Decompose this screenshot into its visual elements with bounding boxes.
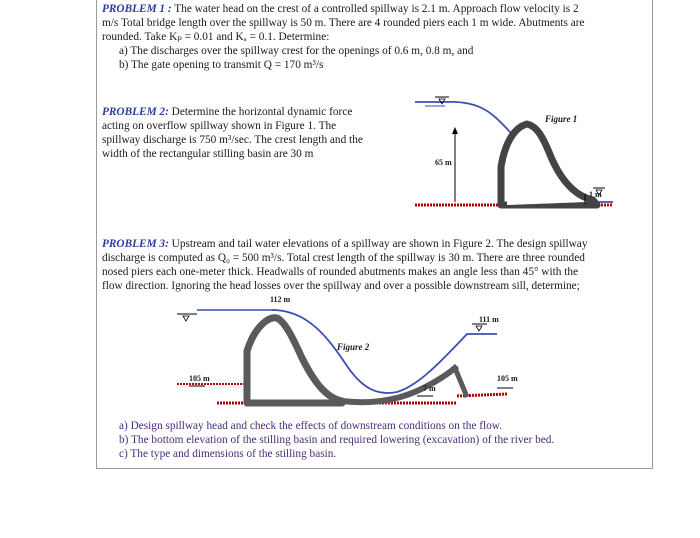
problem2-line-4: width of the rectangular stilling basin are 30 m [102, 148, 314, 160]
figure-2-upstream-label: 112 m [270, 295, 291, 304]
figure-1-label: Figure 1 [545, 114, 578, 124]
problem1-title: PROBLEM 1 : [102, 3, 172, 15]
problem-sheet [96, 0, 653, 469]
figure-2-tail-label: 111 m [479, 315, 499, 324]
figure-1-tail-label: 1 m [589, 190, 602, 199]
problem2-text-1: Determine the horizontal dynamic force [171, 106, 353, 118]
problem3-item-b: b) The bottom elevation of the stilling basin and required lowering (excavation) of the river bed. [119, 434, 555, 446]
problem3-line-3: nosed piers each one-meter thick. Headwalls of rounded abutments makes an angle less than 45° with the [102, 266, 579, 278]
problem3-line-1 [102, 238, 587, 251]
figure-2-diagram [177, 296, 537, 416]
problem3-title: PROBLEM 3: [102, 238, 169, 250]
problem2-title: PROBLEM 2: [102, 106, 169, 118]
problem2-line-1 [102, 106, 352, 119]
figure-2-label: Figure 2 [337, 342, 370, 352]
figure-2-basin-label: 7 m [423, 384, 436, 393]
problem1-item-a: a) The discharges over the spillway crest for the openings of 0.6 m, 0.8 m, and [119, 45, 474, 57]
problem3-text-1: Upstream and tail water elevations of a spillway are shown in Figure 2. The design spillway [171, 238, 588, 250]
problem1-line-1 [102, 3, 579, 16]
figure-2-left-base-label: 105 m [189, 374, 210, 383]
problem3-item-c: c) The type and dimensions of the stilling basin. [119, 448, 337, 460]
problem1-item-b: b) The gate opening to transmit Q = 170 m³/s [119, 59, 324, 71]
figure-2-right-base-label: 105 m [497, 374, 518, 383]
problem3-item-a: a) Design spillway head and check the effects of downstream conditions on the flow. [119, 420, 503, 432]
problem1-line-3: rounded. Take Kₚ = 0.01 and Kₐ = 0.1. Determine: [102, 31, 330, 43]
problem2-line-2: acting on overflow spillway shown in Figure 1. The [102, 120, 337, 132]
figure-1-diagram [415, 92, 615, 212]
problem1-text-1: The water head on the crest of a controlled spillway is 2.1 m. Approach flow velocity is 2 [174, 3, 579, 15]
figure-1-height-label: 65 m [435, 158, 452, 167]
problem3-line-4: flow direction. Ignoring the head losses over the spillway and over a possible downstream sill, determine; [102, 280, 580, 292]
problem3-line-2: discharge is computed as Q₀ = 500 m³/s. Total crest length of the spillway is 30 m. There are three rounded [102, 252, 585, 264]
problem1-line-2: m/s Total bridge length over the spillway is 50 m. There are 4 rounded piers each 1 m wide. Abutments are [102, 17, 585, 29]
problem2-line-3: spillway discharge is 750 m³/sec. The crest length and the [102, 134, 363, 146]
